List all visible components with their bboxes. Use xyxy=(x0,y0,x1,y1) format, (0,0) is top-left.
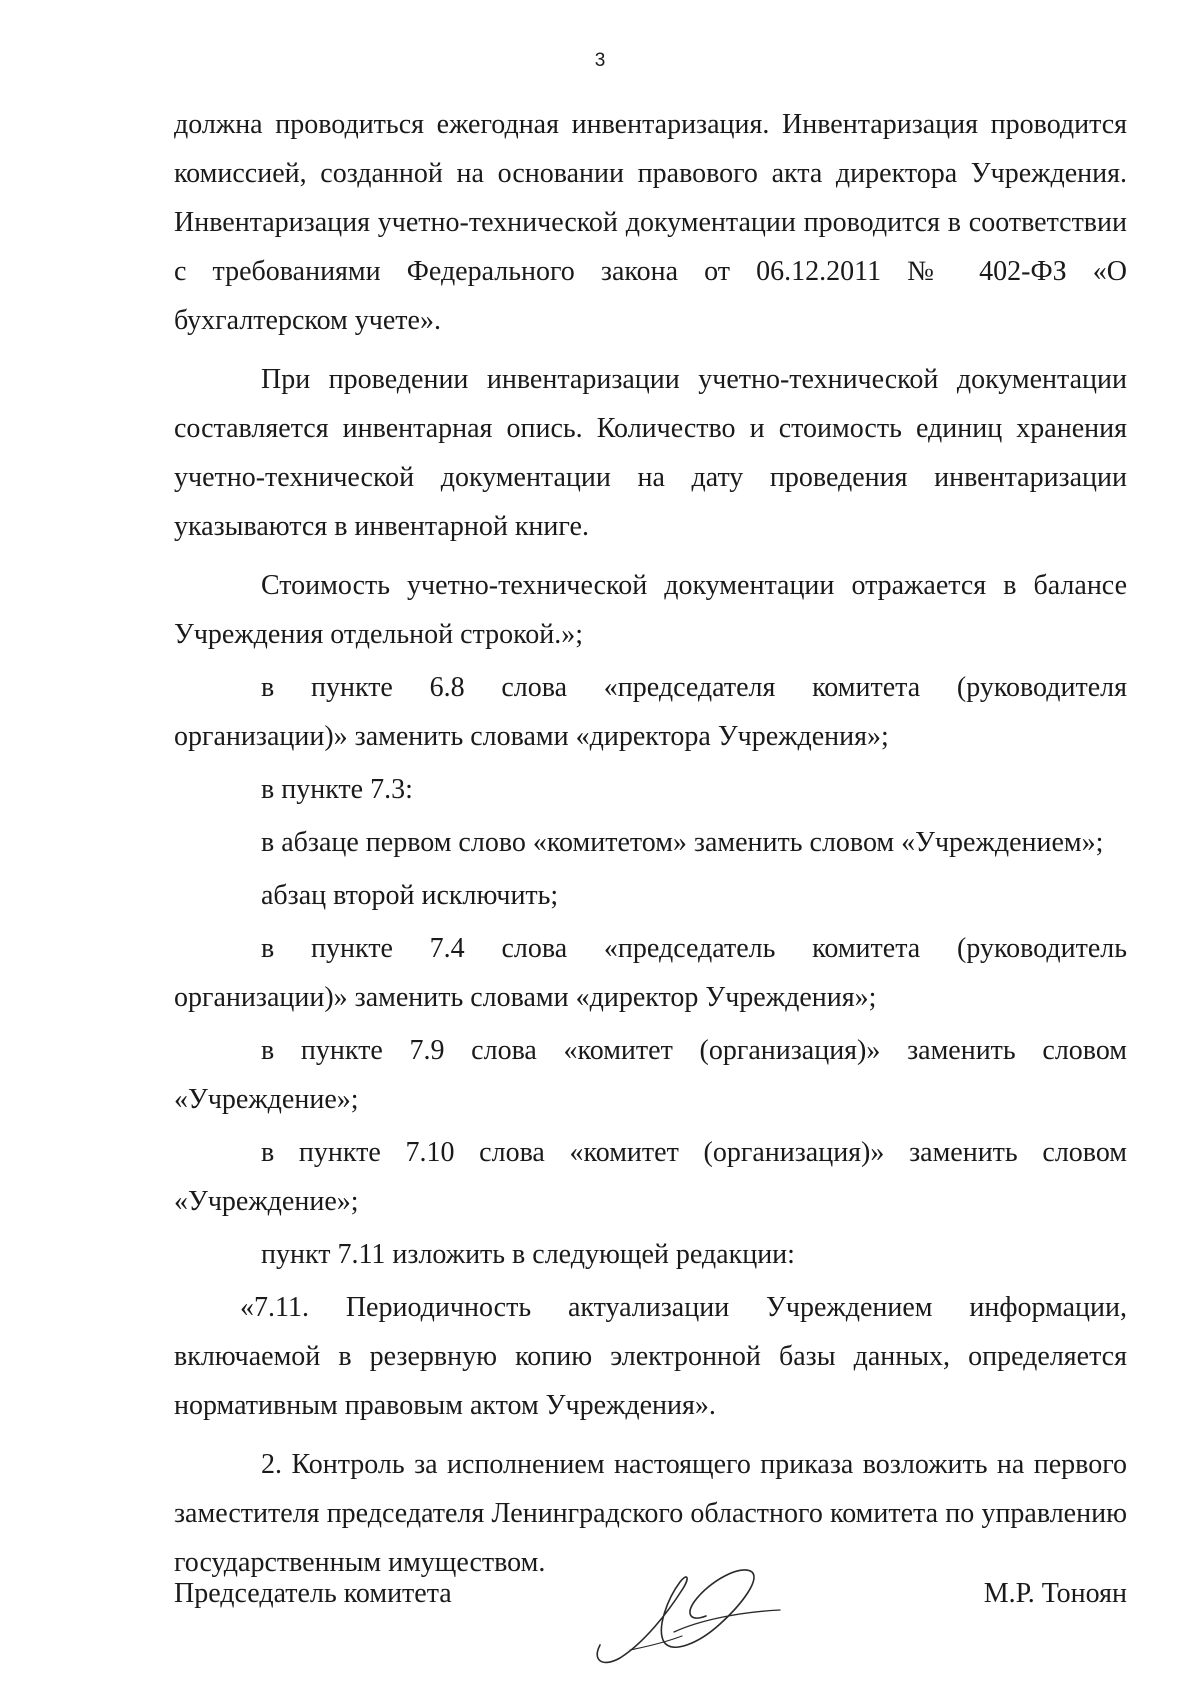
paragraph-abzac-second: абзац второй исключить; xyxy=(261,880,559,911)
document-body xyxy=(174,100,1127,1587)
paragraph-quote-7-11: «7.11. Периодичность актуализации Учреждением информации, включаемой в резервную копию электронной базы данных, определяется нормативным правовым актом Учреждения». xyxy=(174,1292,1127,1421)
paragraph-clause-7-3: в пункте 7.3: xyxy=(261,774,413,805)
paragraph-clause-7-4: в пункте 7.4 слова «председатель комитета (руководитель организации)» заменить словами «директор Учреждения»; xyxy=(174,933,1127,1013)
paragraph-clause-7-10: в пункте 7.10 слова «комитет (организация)» заменить словом «Учреждение»; xyxy=(174,1137,1127,1217)
paragraph-inventory-list: При проведении инвентаризации учетно-технической документации составляется инвентарная опись. Количество и стоимость единиц хранения учетно-технической документации на дату проведения инвентаризации указываются в инвентарной книге. xyxy=(174,364,1127,542)
paragraph-inventory: должна проводиться ежегодная инвентаризация. Инвентаризация проводится комиссией, созданной на основании правового акта директора Учреждения. Инвентаризация учетно-технической документации проводится в соответствии с требованиями Федерального закона от 06.12.2011 № 402-ФЗ «О бухгалтерском учете». xyxy=(174,109,1127,336)
page-number: 3 xyxy=(594,50,606,71)
paragraph-clause-7-9: в пункте 7.9 слова «комитет (организация)» заменить словом «Учреждение»; xyxy=(174,1035,1127,1115)
paragraph-clause-7-11: пункт 7.11 изложить в следующей редакции: xyxy=(261,1239,795,1270)
paragraph-clause-6-8: в пункте 6.8 слова «председателя комитета (руководителя организации)» заменить словами «директора Учреждения»; xyxy=(174,672,1127,752)
paragraph-cost: Стоимость учетно-технической документации отражается в балансе Учреждения отдельной строкой.»; xyxy=(174,570,1127,650)
signatory-position: Председатель комитета xyxy=(174,1578,452,1609)
paragraph-control: 2. Контроль за исполнением настоящего приказа возложить на первого заместителя председателя Ленинградского областного комитета по управлению государственным имуществом. xyxy=(174,1449,1127,1578)
handwritten-signature-icon xyxy=(590,1550,790,1670)
paragraph-abzac-first: в абзаце первом слово «комитетом» заменить словом «Учреждением»; xyxy=(261,827,1104,858)
signatory-name: М.Р. Тоноян xyxy=(983,1578,1127,1609)
